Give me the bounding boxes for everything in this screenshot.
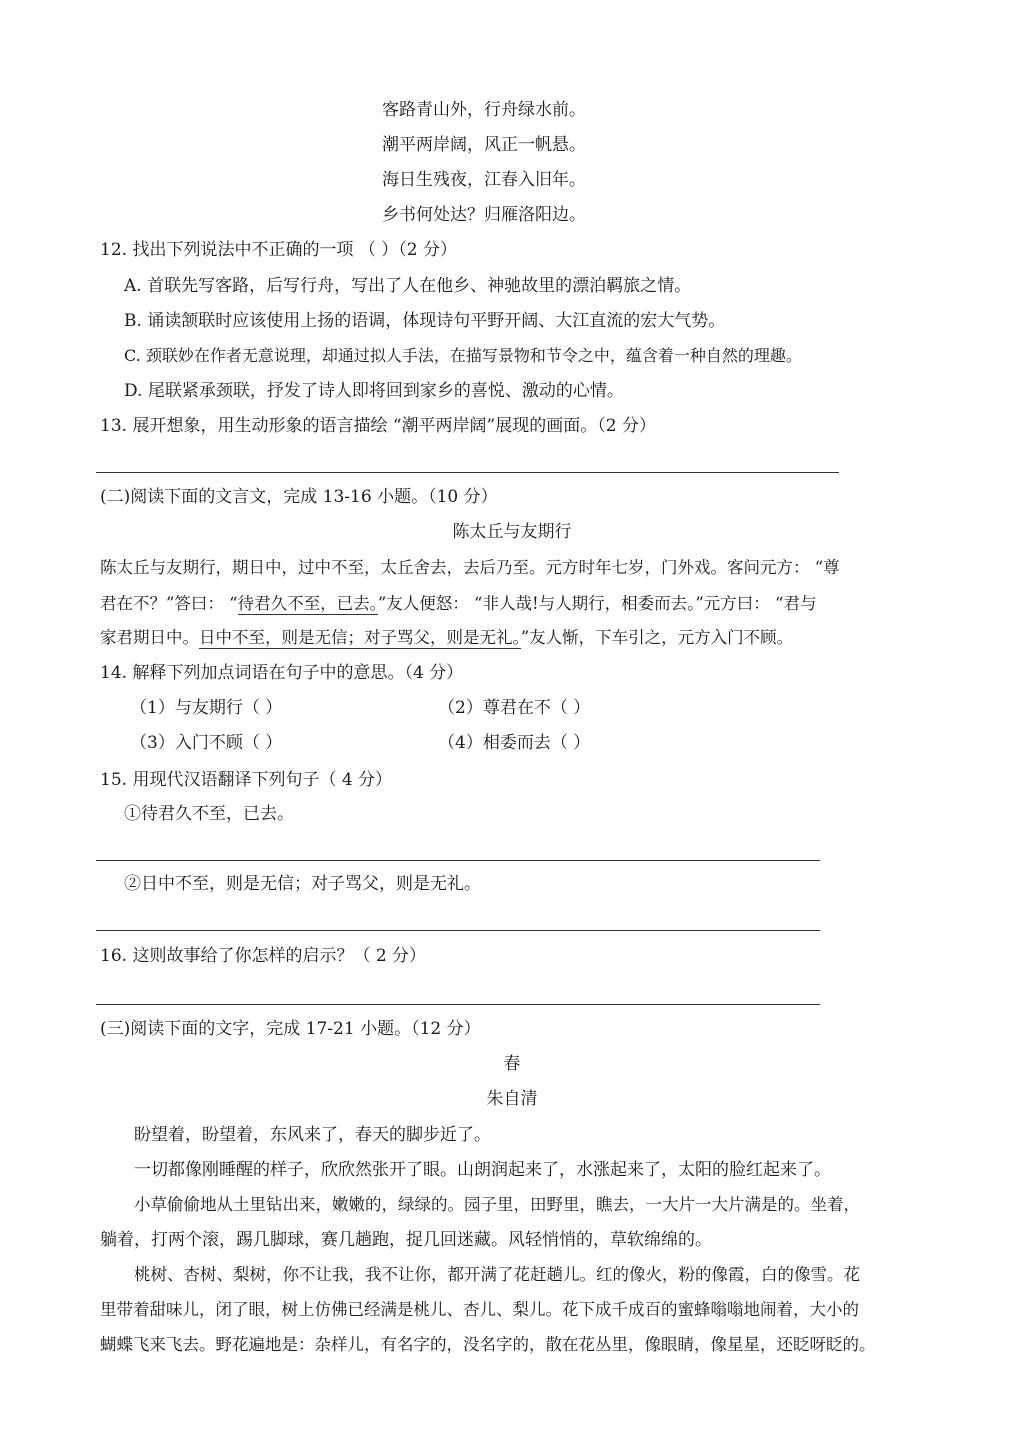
- poem-line-2: 潮平两岸阔，风正一帆悬。: [382, 135, 586, 155]
- text-segment: 家君期日中。: [100, 628, 199, 647]
- answer-line-15-2[interactable]: [96, 930, 820, 931]
- essay-paragraph-4-line-2: 里带着甜味儿，闭了眼，树上仿佛已经满是桃儿、杏儿、梨儿。花下成千成百的蜜蜂嗡嗡地闹着，大小的: [100, 1300, 859, 1319]
- q15-sentence-1: ①待君久不至，已去。: [124, 804, 294, 824]
- answer-line-16[interactable]: [96, 1004, 820, 1005]
- poem-line-4: 乡书何处达？归雁洛阳边。: [382, 205, 586, 225]
- essay-author: 朱自清: [486, 1089, 538, 1109]
- q12-option-a: A. 首联先写客路，后写行舟，写出了人在他乡、神驰故里的漂泊羁旅之情。: [124, 276, 692, 296]
- question-12: 12. 找出下列说法中不正确的一项 （ ）（2 分）: [100, 240, 457, 260]
- essay-paragraph-2: 一切都像刚睡醒的样子，欣欣然张开了眼。山朗润起来了，水涨起来了，太阳的脸红起来了。: [134, 1160, 831, 1180]
- answer-line-13[interactable]: [96, 472, 839, 473]
- q14-item-1: （1）与友期行（ ）: [130, 698, 283, 718]
- question-16: 16. 这则故事给了你怎样的启示？（ 2 分）: [100, 946, 427, 966]
- text-segment: ”友人惭，下车引之，元方入门不顾。: [520, 628, 794, 647]
- q15-sentence-2: ②日中不至，则是无信；对子骂父，则是无礼。: [124, 874, 481, 894]
- classical-text-line-2: [100, 592, 817, 616]
- essay-title: 春: [503, 1054, 521, 1074]
- q14-item-3: （3）入门不顾（ ）: [130, 733, 283, 753]
- q14-item-2: （2）尊君在不（ ）: [438, 698, 591, 718]
- essay-paragraph-4-line-3: 蝴蝶飞来飞去。野花遍地是：杂样儿，有名字的，没名字的，散在花丛里，像眼睛，像星星，还眨呀眨的。: [100, 1335, 876, 1354]
- classical-text-line-3: [100, 626, 793, 650]
- q12-option-c: C. 颈联妙在作者无意说理，却通过拟人手法，在描写景物和节令之中，蕴含着一种自然的理趣。: [124, 346, 802, 365]
- q12-option-d: D. 尾联紧承颈联，抒发了诗人即将回到家乡的喜悦、激动的心情。: [124, 381, 624, 401]
- essay-paragraph-3-line-2: 躺着，打两个滚，踢几脚球，赛几趟跑，捉几回迷藏。风轻悄悄的，草软绵绵的。: [100, 1230, 712, 1250]
- question-15: 15. 用现代汉语翻译下列句子（ 4 分）: [100, 770, 393, 790]
- poem-line-3: 海日生残夜，江春入旧年。: [382, 170, 586, 190]
- q14-item-4: （4）相委而去（ ）: [438, 733, 591, 753]
- essay-paragraph-1: 盼望着，盼望着，东风来了，春天的脚步近了。: [134, 1125, 491, 1145]
- underlined-sentence-1: 待君久不至，已去。: [237, 594, 378, 613]
- section-2-header: (二)阅读下面的文言文，完成 13-16 小题。（10 分）: [100, 487, 498, 507]
- section-3-header: (三)阅读下面的文字，完成 17-21 小题。（12 分）: [100, 1019, 481, 1039]
- essay-paragraph-3-line-1: 小草偷偷地从土里钻出来，嫩嫩的，绿绿的。园子里，田野里，瞧去，一大片一大片满是的。坐着，: [134, 1195, 860, 1214]
- essay-paragraph-4-line-1: 桃树、杏树、梨树，你不让我，我不让你，都开满了花赶趟儿。红的像火，粉的像霞，白的像雪。花: [134, 1265, 860, 1284]
- answer-line-15-1[interactable]: [96, 860, 820, 861]
- question-13: 13. 展开想象，用生动形象的语言描绘 “潮平两岸阔”展现的画面。（2 分）: [100, 416, 656, 436]
- question-14: 14. 解释下列加点词语在句子中的意思。（4 分）: [100, 663, 464, 683]
- text-segment: ”友人便怒： “非人哉!与人期行，相委而去。”元方曰： “君与: [377, 594, 817, 613]
- classical-text-line-1: 陈太丘与友期行，期日中，过中不至，太丘舍去，去后乃至。元方时年七岁，门外戏。客问元方： “尊: [100, 558, 840, 577]
- poem-line-1: 客路青山外，行舟绿水前。: [382, 100, 586, 120]
- q12-option-b: B. 诵读颔联时应该使用上扬的语调，体现诗句平野开阔、大江直流的宏大气势。: [124, 311, 726, 331]
- underlined-sentence-2: 日中不至，则是无信；对子骂父，则是无礼。: [199, 628, 521, 647]
- classical-text-title: 陈太丘与友期行: [452, 522, 572, 542]
- text-segment: 君在不？”答曰： “: [100, 594, 238, 613]
